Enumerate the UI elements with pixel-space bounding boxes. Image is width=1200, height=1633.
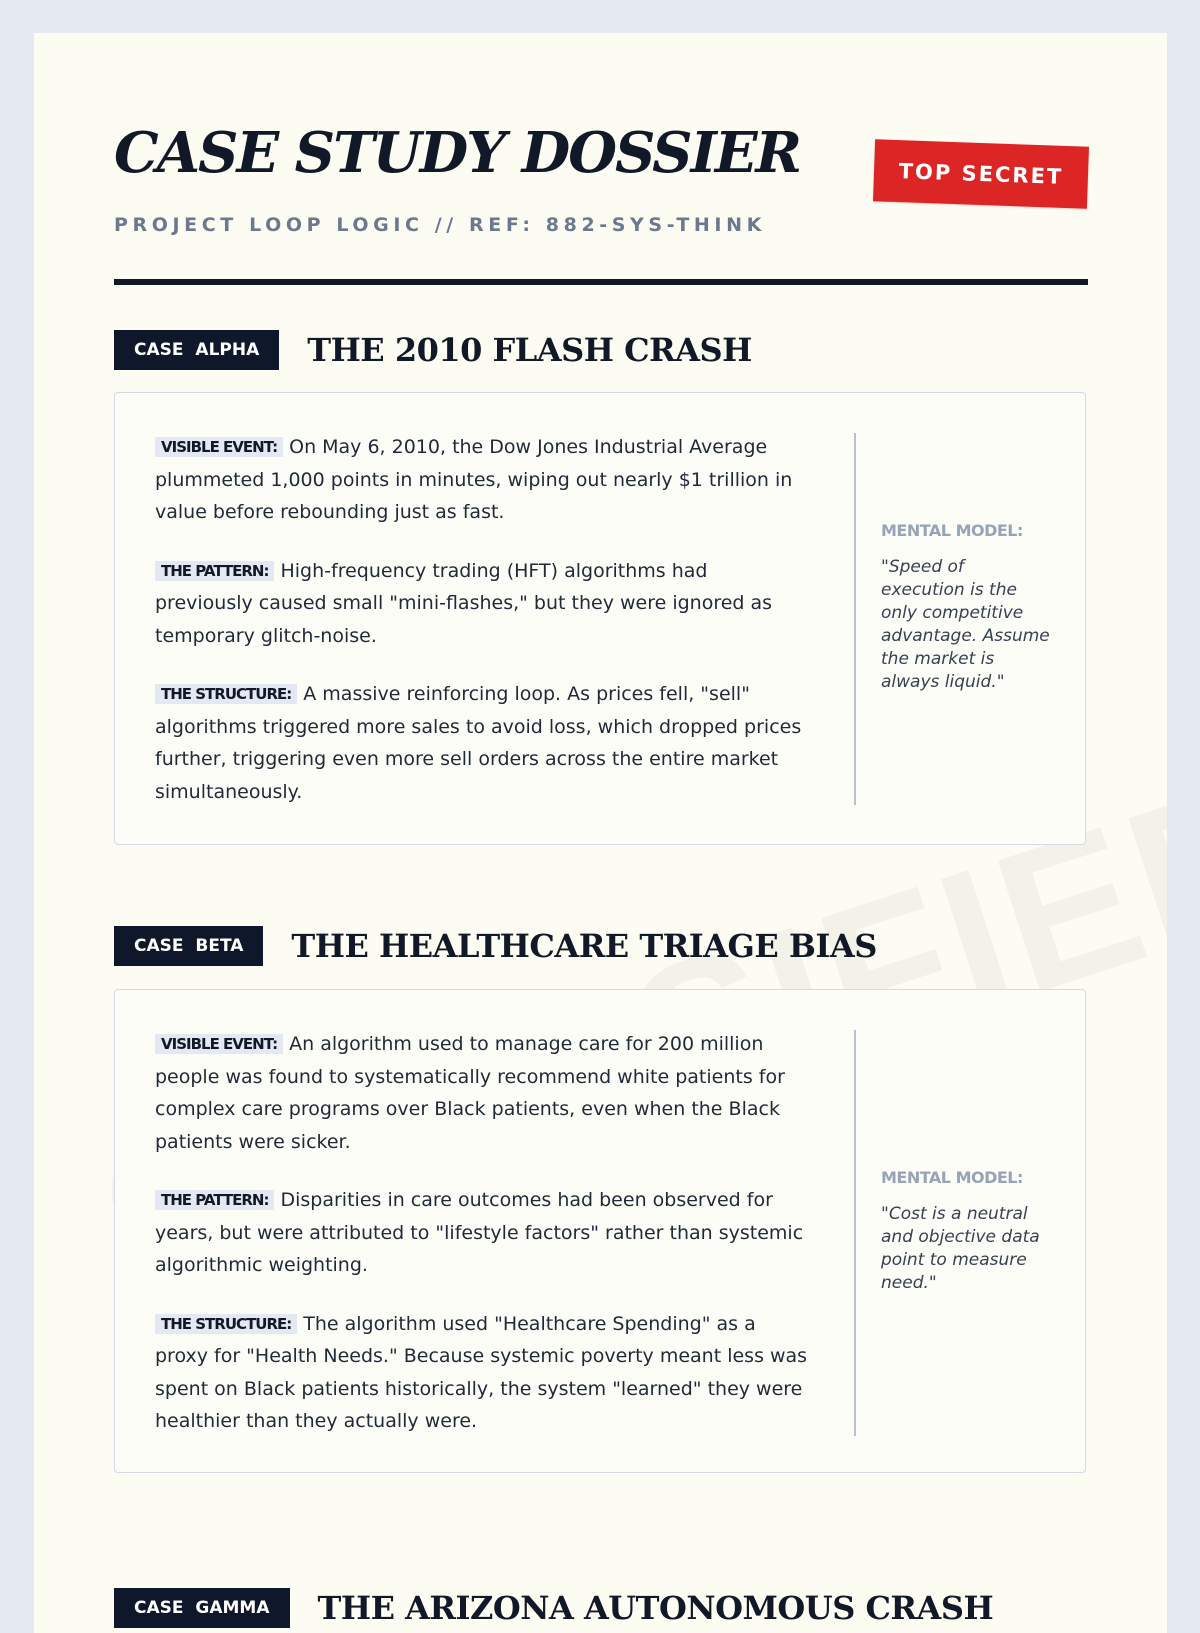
page-subtitle: PROJECT LOOP LOGIC // REF: 882-SYS-THINK (114, 214, 766, 236)
dossier-page (34, 33, 1167, 1633)
structure-paragraph (155, 1308, 810, 1438)
case-gamma-heading (114, 1588, 993, 1628)
top-secret-stamp: TOP SECRET (873, 139, 1089, 208)
para-label: THE STRUCTURE: (155, 1314, 297, 1334)
mental-model-label: MENTAL MODEL: (881, 1168, 1023, 1187)
para-label: THE STRUCTURE: (155, 684, 297, 704)
para-text: A massive reinforcing loop. As prices fell, "sell" algorithms triggered more sales to avoid loss, which dropped prices further, triggering even more sell orders across the entire market simultaneously. (155, 683, 802, 803)
case-alpha-card (114, 392, 1086, 845)
para-label: THE PATTERN: (155, 561, 274, 581)
para-text: Disparities in care outcomes had been observed for years, but were attributed to "lifestyle factors" rather than systemic algorithmic weighting. (155, 1189, 804, 1276)
case-body (155, 1028, 810, 1464)
mental-model-block (881, 1168, 1051, 1295)
case-tag: CASE BETA (114, 926, 263, 966)
mental-model-quote: "Cost is a neutral and objective data point to measure need." (881, 1204, 1040, 1293)
para-text: High-frequency trading (HFT) algorithms had previously caused small "mini-flashes," but they were ignored as temporary glitch-noise. (155, 559, 773, 647)
mental-model-block (881, 521, 1051, 694)
case-beta-heading (114, 926, 877, 966)
para-label: VISIBLE EVENT: (155, 437, 283, 457)
pattern-paragraph (155, 1184, 810, 1282)
case-tag: CASE GAMMA (114, 1588, 290, 1628)
mental-model-quote: "Speed of execution is the only competitive advantage. Assume the market is always liquid." (881, 557, 1050, 692)
case-alpha-heading (114, 330, 752, 370)
visible-event-paragraph (155, 431, 810, 529)
case-title: THE ARIZONA AUTONOMOUS CRASH (317, 1589, 994, 1627)
para-text: On May 6, 2010, the Dow Jones Industrial Average plummeted 1,000 points in minutes, wiping out nearly $1 trillion in value before rebounding just as fast. (155, 436, 793, 523)
para-text: The algorithm used "Healthcare Spending" as a proxy for "Health Needs." Because systemic poverty meant less was spent on Black patients historically, the system "learned" they were healthier than they actually were. (155, 1312, 808, 1432)
page-title: CASE STUDY DOSSIER (114, 120, 801, 186)
para-label: THE PATTERN: (155, 1190, 274, 1210)
case-title: THE 2010 FLASH CRASH (307, 331, 752, 369)
case-title: THE HEALTHCARE TRIAGE BIAS (291, 927, 877, 965)
case-body (155, 431, 810, 834)
case-tag: CASE ALPHA (114, 330, 279, 370)
structure-paragraph (155, 678, 810, 808)
sidebar-divider (854, 433, 856, 805)
dossier-header (114, 115, 1088, 285)
sidebar-divider (854, 1030, 856, 1436)
case-beta-card (114, 989, 1086, 1473)
para-text: An algorithm used to manage care for 200 million people was found to systematically recommend white patients for complex care programs over Black patients, even when the Black patients were sicker. (155, 1033, 785, 1153)
para-label: VISIBLE EVENT: (155, 1034, 283, 1054)
mental-model-label: MENTAL MODEL: (881, 521, 1023, 540)
header-divider (114, 279, 1088, 285)
visible-event-paragraph (155, 1028, 810, 1158)
pattern-paragraph (155, 555, 810, 653)
